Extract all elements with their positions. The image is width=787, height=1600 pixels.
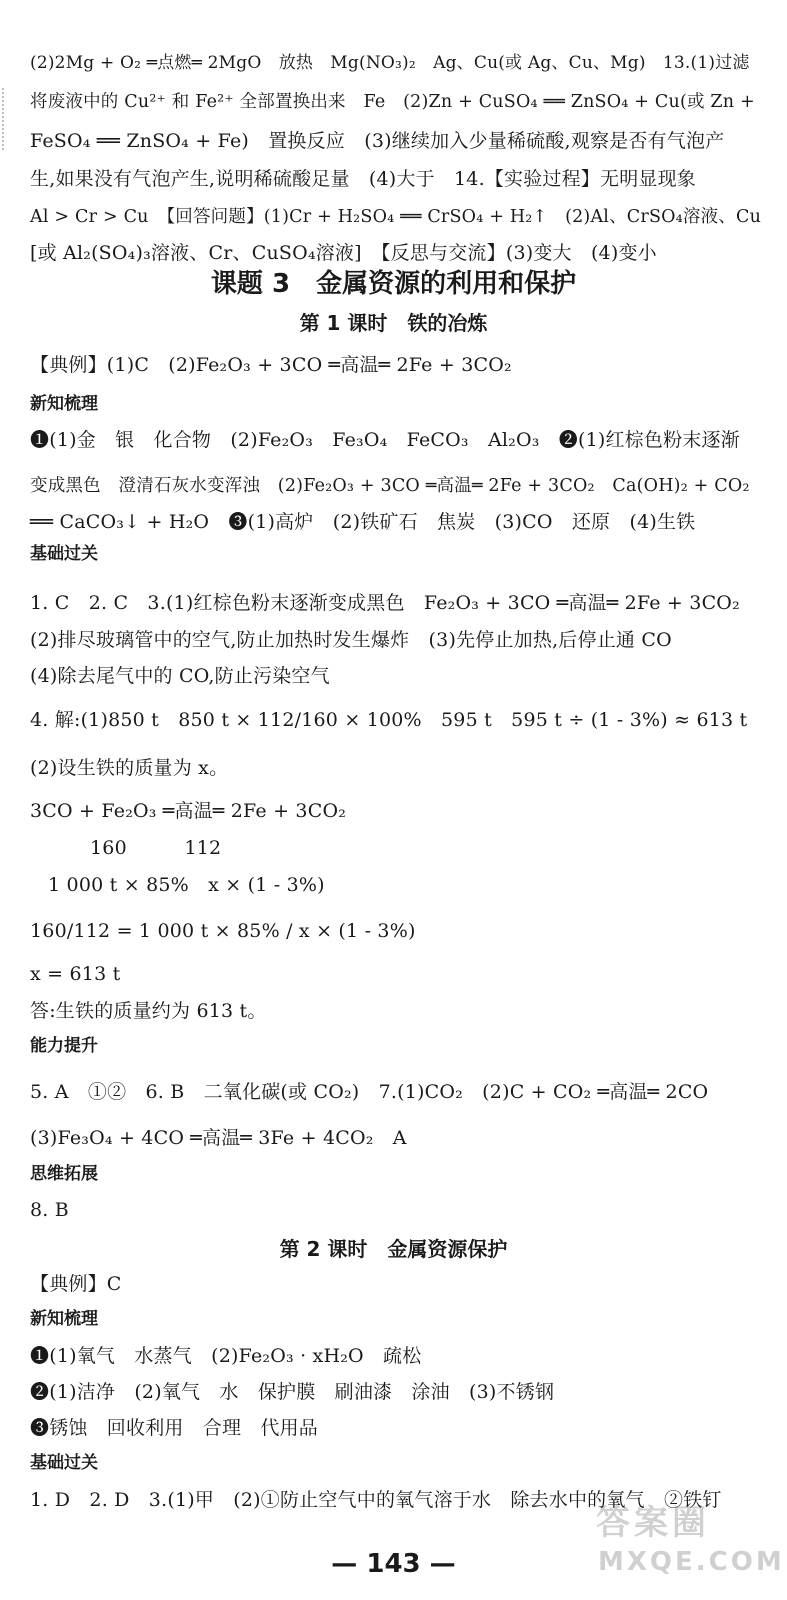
subheading: 能力提升 [30,1036,98,1056]
answer-line: (2)2Mg + O₂ ═点燃═ 2MgO 放热 Mg(NO₃)₂ Ag、Cu(或 Ag、Cu、Mg) 13.(1)过滤 [30,53,750,73]
answer-line: 将废液中的 Cu²⁺ 和 Fe²⁺ 全部置换出来 Fe (2)Zn + CuSO₄ ══ ZnSO₄ + Cu(或 Zn + [30,92,755,112]
answer-line: (4)除去尾气中的 CO,防止污染空气 [30,665,330,687]
subheading: 思维拓展 [30,1164,98,1184]
answer-line: (2)排尽玻璃管中的空气,防止加热时发生爆炸 (3)先停止加热,后停止通 CO [30,629,672,651]
margin-scribble [2,88,28,150]
answer-line: 1 000 t × 85% x × (1 - 3%) [48,874,325,896]
answer-line: x = 613 t [30,963,121,985]
answer-line: Al > Cr > Cu 【回答问题】(1)Cr + H₂SO₄ ══ CrSO₄ + H₂↑ (2)Al、CrSO₄溶液、Cu [30,207,762,227]
answer-line: 160 112 [90,837,222,859]
answer-line: 【典例】C [30,1273,122,1295]
subheading: 基础过关 [30,1453,98,1473]
lesson-title: 第 1 课时 铁的冶炼 [299,311,488,335]
lesson-title: 第 2 课时 金属资源保护 [279,1237,508,1261]
answer-line: (3)Fe₃O₄ + 4CO ═高温═ 3Fe + 4CO₂ A [30,1127,407,1149]
watermark-url: MXQE.COM [598,1547,785,1577]
section-title: 课题 3 金属资源的利用和保护 [210,269,577,299]
answer-line: ❶(1)金 银 化合物 (2)Fe₂O₃ Fe₃O₄ FeCO₃ Al₂O₃ ❷(1)红棕色粉末逐渐 [30,429,740,451]
answer-line: ❸锈蚀 回收利用 合理 代用品 [30,1417,319,1439]
answer-line: 8. B [30,1199,69,1221]
answer-line: [或 Al₂(SO₄)₃溶液、Cr、CuSO₄溶液] 【反思与交流】(3)变大 (4)变小 [30,242,657,264]
subheading: 新知梳理 [30,394,98,414]
page-number: — 143 — [331,1549,456,1579]
answer-line: 变成黑色 澄清石灰水变浑浊 (2)Fe₂O₃ + 3CO ═高温═ 2Fe + 3CO₂ Ca(OH)₂ + CO₂ [30,476,750,496]
answer-line: (2)设生铁的质量为 x。 [30,757,229,779]
answer-line: 答:生铁的质量约为 613 t。 [30,1000,267,1022]
answer-line: 5. A ①② 6. B 二氧化碳(或 CO₂) 7.(1)CO₂ (2)C + CO₂ ═高温═ 2CO [30,1081,709,1103]
answer-line: ❷(1)洁净 (2)氧气 水 保护膜 刷油漆 涂油 (3)不锈钢 [30,1381,555,1403]
answer-line: 3CO + Fe₂O₃ ═高温═ 2Fe + 3CO₂ [30,800,347,822]
answer-line: 【典例】(1)C (2)Fe₂O₃ + 3CO ═高温═ 2Fe + 3CO₂ [30,354,512,376]
answer-line: 1. C 2. C 3.(1)红棕色粉末逐渐变成黑色 Fe₂O₃ + 3CO ═高温═ 2Fe + 3CO₂ [30,592,740,614]
answer-line: 1. D 2. D 3.(1)甲 (2)①防止空气中的氧气溶于水 除去水中的氧气 ②铁钉 [30,1489,722,1511]
answer-line: 160/112 = 1 000 t × 85% / x × (1 - 3%) [30,920,416,942]
answer-line: 生,如果没有气泡产生,说明稀硫酸足量 (4)大于 14.【实验过程】无明显现象 [30,168,697,190]
answer-line: ══ CaCO₃↓ + H₂O ❸(1)高炉 (2)铁矿石 焦炭 (3)CO 还原 (4)生铁 [30,511,696,533]
answer-line: FeSO₄ ══ ZnSO₄ + Fe) 置换反应 (3)继续加入少量稀硫酸,观察是否有气泡产 [30,130,725,152]
answer-line: 4. 解:(1)850 t 850 t × 112/160 × 100% 595 t 595 t ÷ (1 - 3%) ≈ 613 t [30,709,748,731]
subheading: 基础过关 [30,544,98,564]
subheading: 新知梳理 [30,1309,98,1329]
answer-line: ❶(1)氧气 水蒸气 (2)Fe₂O₃ · xH₂O 疏松 [30,1345,422,1367]
watermark-logo [590,1495,785,1595]
watermark-text: 答案圈 [596,1503,710,1543]
